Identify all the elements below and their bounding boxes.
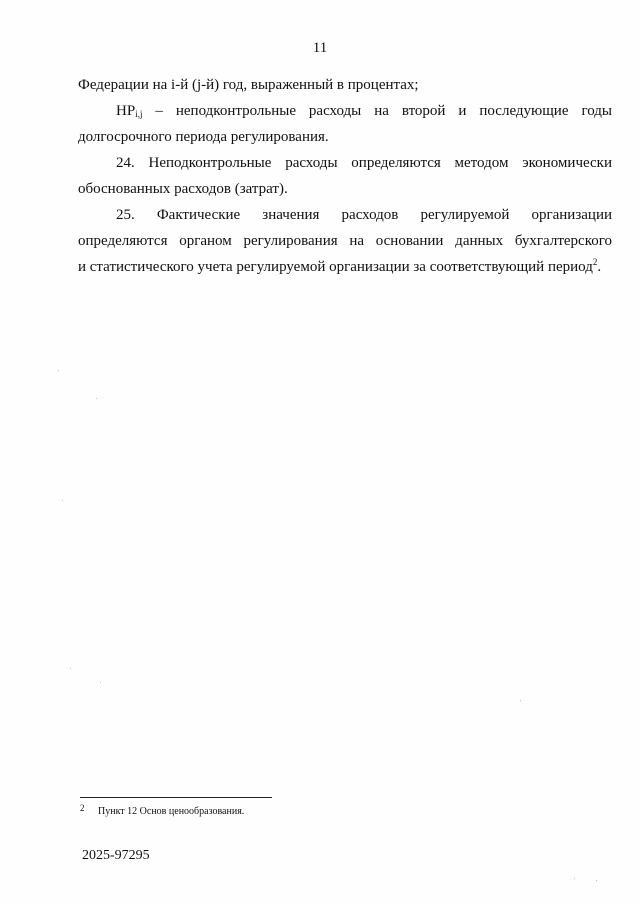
scan-speck bbox=[520, 700, 521, 701]
paragraph-25-line-1: 25. Фактические значения расходов регулируемой организации bbox=[116, 207, 612, 223]
scan-speck bbox=[574, 878, 575, 879]
footnote-divider bbox=[80, 797, 272, 798]
document-code: 2025-97295 bbox=[82, 848, 150, 863]
scan-speck bbox=[596, 880, 597, 881]
symbol-hp-subscript: i,j bbox=[135, 109, 143, 119]
paragraph-line-1: Федерации на i-й (j-й) год, выраженный в процентах; bbox=[78, 77, 419, 93]
paragraph-25-line-2: определяются органом регулирования на основании данных бухгалтерского bbox=[78, 233, 612, 249]
paragraph-24-line-1: 24. Неподконтрольные расходы определяются методом экономически bbox=[116, 155, 612, 171]
footnote bbox=[80, 803, 244, 817]
paragraph-25-line-3 bbox=[78, 254, 612, 280]
footnote-reference: 2 bbox=[592, 257, 598, 267]
symbol-hp: НР bbox=[116, 103, 136, 119]
scan-speck bbox=[58, 370, 59, 371]
scan-speck bbox=[100, 682, 101, 683]
footnote-mark: 2 bbox=[80, 803, 85, 813]
scan-speck bbox=[96, 398, 97, 399]
body-text bbox=[78, 72, 612, 280]
page-number: 11 bbox=[312, 40, 328, 56]
paragraph-25-line-3-end: . bbox=[597, 259, 602, 275]
scan-speck bbox=[62, 500, 63, 501]
footnote-text: Пункт 12 Основ ценообразования. bbox=[98, 806, 245, 817]
symbol-hp-definition: – неподконтрольные расходы на второй и последующие годы bbox=[142, 103, 612, 119]
paragraph-25-line-3-text: и статистического учета регулируемой организации за соответствующий период bbox=[78, 259, 593, 275]
paragraph-24-line-2: обоснованных расходов (затрат). bbox=[78, 181, 288, 197]
paragraph-line-2 bbox=[78, 98, 612, 124]
paragraph-line-3: долгосрочного периода регулирования. bbox=[78, 129, 329, 145]
scan-speck bbox=[70, 668, 71, 669]
